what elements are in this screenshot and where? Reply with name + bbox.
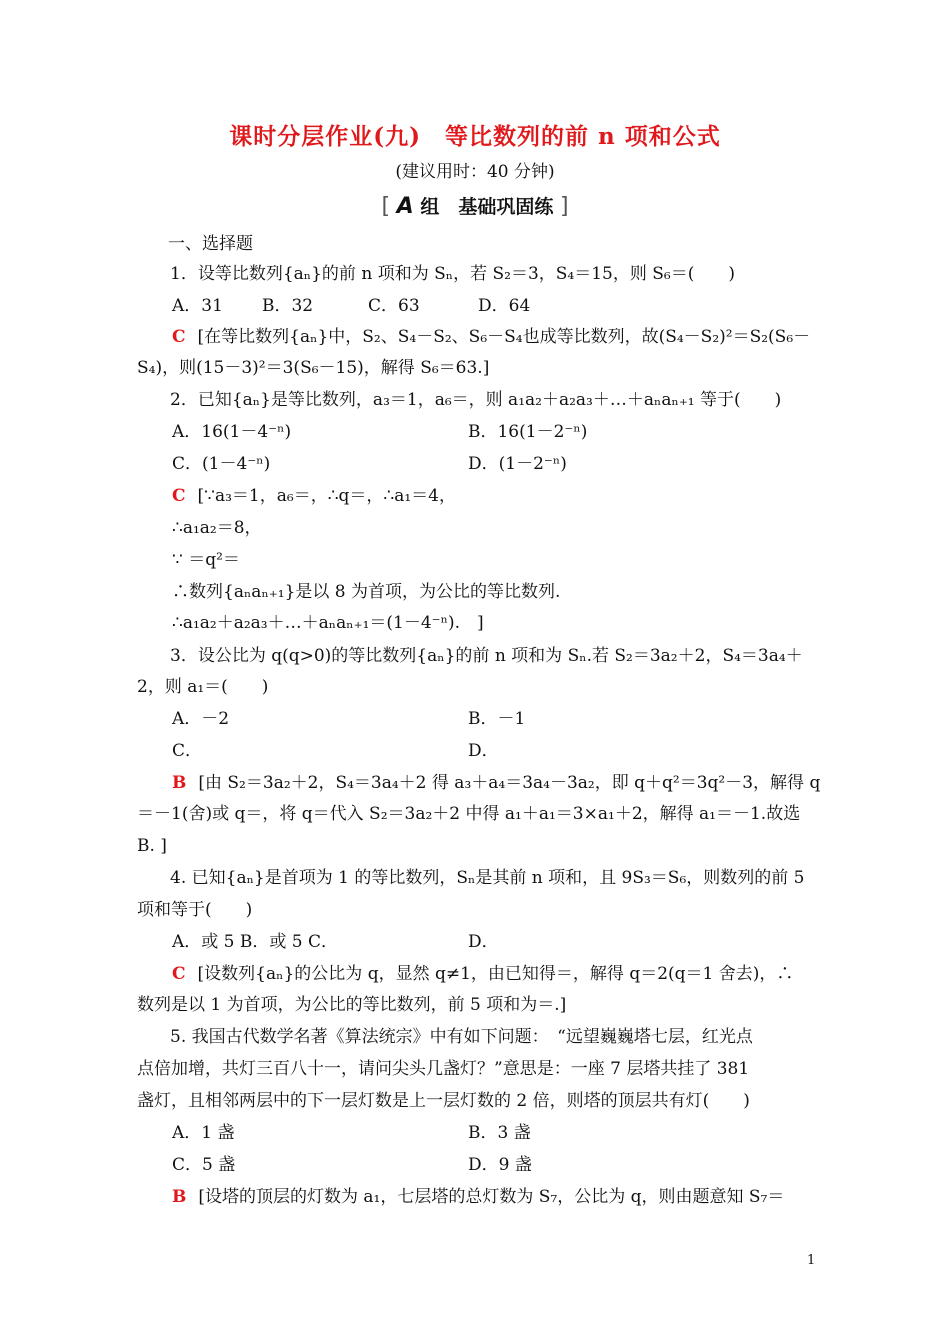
- q2-stem: 2．已知{aₙ}是等比数列，a₃＝1，a₆＝，则 a₁a₂＋a₂a₃＋…＋aₙaₙ₊₁ 等于( ): [170, 390, 782, 410]
- q5-stem-line1: 5. 我国古代数学名著《算法统宗》中有如下问题： “远望巍巍塔七层，红光点: [170, 1027, 753, 1047]
- page-number: 1: [807, 1253, 816, 1268]
- q2-solution-line4: ∴数列{aₙaₙ₊₁}是以 8 为首项，为公比的等比数列.: [172, 582, 561, 602]
- left-bracket: [: [381, 194, 391, 219]
- q5-option-a: A．1 盏: [172, 1123, 235, 1143]
- q5-option-d: D．9 盏: [468, 1155, 532, 1175]
- q1-solution-line1: [172, 326, 810, 348]
- q1-answer: C: [172, 327, 186, 347]
- q2-solution-line1: [172, 485, 456, 507]
- q4-solution-line2: 数列是以 1 为首项，为公比的等比数列，前 5 项和为＝.]: [137, 995, 567, 1015]
- q4-stem-line1: 4. 已知{aₙ}是首项为 1 的等比数列，Sₙ是其前 n 项和，且 9S₃＝S₆，则数列的前 5: [170, 868, 805, 888]
- q1-stem: 1．设等比数列{aₙ}的前 n 项和为 Sₙ，若 S₂＝3，S₄＝15，则 S₆＝( ): [170, 264, 735, 284]
- q3-stem-line1: 3．设公比为 q(q>0)的等比数列{aₙ}的前 n 项和为 Sₙ.若 S₂＝3a₂＋2，S₄＝3a₄＋: [170, 646, 803, 666]
- q5-stem-line3: 盏灯，且相邻两层中的下一层灯数是上一层灯数的 2 倍，则塔的顶层共有灯( ): [137, 1091, 750, 1111]
- q1-option-b: B．32: [262, 296, 314, 316]
- q1-solution-text1: [在等比数列{aₙ}中，S₂、S₄－S₂、S₆－S₄也成等比数列，故(S₄－S₂)²＝S₂(S₆－: [197, 327, 811, 347]
- q5-solution-line1: [172, 1186, 784, 1208]
- q2-option-b: B．16(1－2⁻ⁿ): [468, 422, 588, 442]
- q3-solution-text1: [由 S₂＝3a₂＋2，S₄＝3a₄＋2 得 a₃＋a₄＝3a₄－3a₂，即 q＋q²＝3q²－3，解得 q: [198, 773, 821, 793]
- group-header: [0, 192, 950, 219]
- q1-option-a: A．31: [172, 296, 223, 316]
- q4-options-abc: A．或 5 B．或 5 C．: [172, 932, 339, 952]
- q3-answer: B: [172, 773, 187, 793]
- q3-solution-line3: B. ]: [137, 836, 167, 856]
- q5-stem-line2: 点倍加增，共灯三百八十一，请问尖头几盏灯？”意思是：一座 7 层塔共挂了 381: [137, 1059, 750, 1079]
- q4-stem-line2: 项和等于( ): [137, 900, 253, 920]
- time-hint: (建议用时：40 分钟): [395, 162, 555, 182]
- q5-solution-text1: [设塔的顶层的灯数为 a₁，七层塔的总灯数为 S₇，公比为 q，则由题意知 S₇＝: [198, 1187, 785, 1207]
- q3-solution-line1: [172, 772, 820, 794]
- q1-option-d: D．64: [478, 296, 531, 316]
- q2-option-c: C．(1－4⁻ⁿ): [172, 454, 271, 474]
- q4-option-d: D．: [468, 932, 499, 952]
- group-letter: A: [396, 194, 414, 219]
- q4-answer: C: [172, 964, 186, 984]
- q3-option-d: D．: [468, 741, 499, 761]
- page-title: 课时分层作业(九) 等比数列的前 n 项和公式: [229, 123, 721, 150]
- q3-option-c: C．: [172, 741, 203, 761]
- q2-answer: C: [172, 486, 186, 506]
- q1-option-c: C．63: [368, 296, 420, 316]
- q4-solution-line1: [172, 963, 793, 985]
- q2-option-a: A．16(1－4⁻ⁿ): [172, 422, 292, 442]
- q3-option-a: A．－2: [172, 709, 230, 729]
- q4-solution-text1: [设数列{aₙ}的公比为 q，显然 q≠1，由已知得＝，解得 q＝2(q＝1 舍去)，∴: [197, 964, 794, 984]
- q1-solution-line2: S₄)，则(15－3)²＝3(S₆－15)，解得 S₆＝63.]: [137, 358, 490, 378]
- q2-solution-line5: ∴a₁a₂＋a₂a₃＋…＋aₙaₙ₊₁＝(1－4⁻ⁿ). ]: [172, 613, 484, 633]
- q3-option-b: B．－1: [468, 709, 526, 729]
- q3-stem-line2: 2，则 a₁＝( ): [137, 677, 269, 697]
- q5-option-c: C．5 盏: [172, 1155, 236, 1175]
- q3-solution-line2: ＝－1(舍)或 q＝，将 q＝代入 S₂＝3a₂＋2 中得 a₁＋a₁＝3×a₁＋2，解得 a₁＝－1.故选: [137, 804, 801, 824]
- q5-answer: B: [172, 1187, 187, 1207]
- q2-solution-line3: ∵ ＝q²＝: [172, 550, 240, 570]
- q2-solution-text1: [∵a₃＝1，a₆＝，∴q＝，∴a₁＝4，: [197, 486, 456, 506]
- q5-option-b: B．3 盏: [468, 1123, 531, 1143]
- right-bracket: ]: [559, 194, 569, 219]
- q2-solution-line2: ∴a₁a₂＝8，: [172, 518, 262, 538]
- q2-option-d: D．(1－2⁻ⁿ): [468, 454, 567, 474]
- group-label: 组 基础巩固练: [420, 196, 554, 218]
- section-heading: 一、选择题: [168, 234, 253, 254]
